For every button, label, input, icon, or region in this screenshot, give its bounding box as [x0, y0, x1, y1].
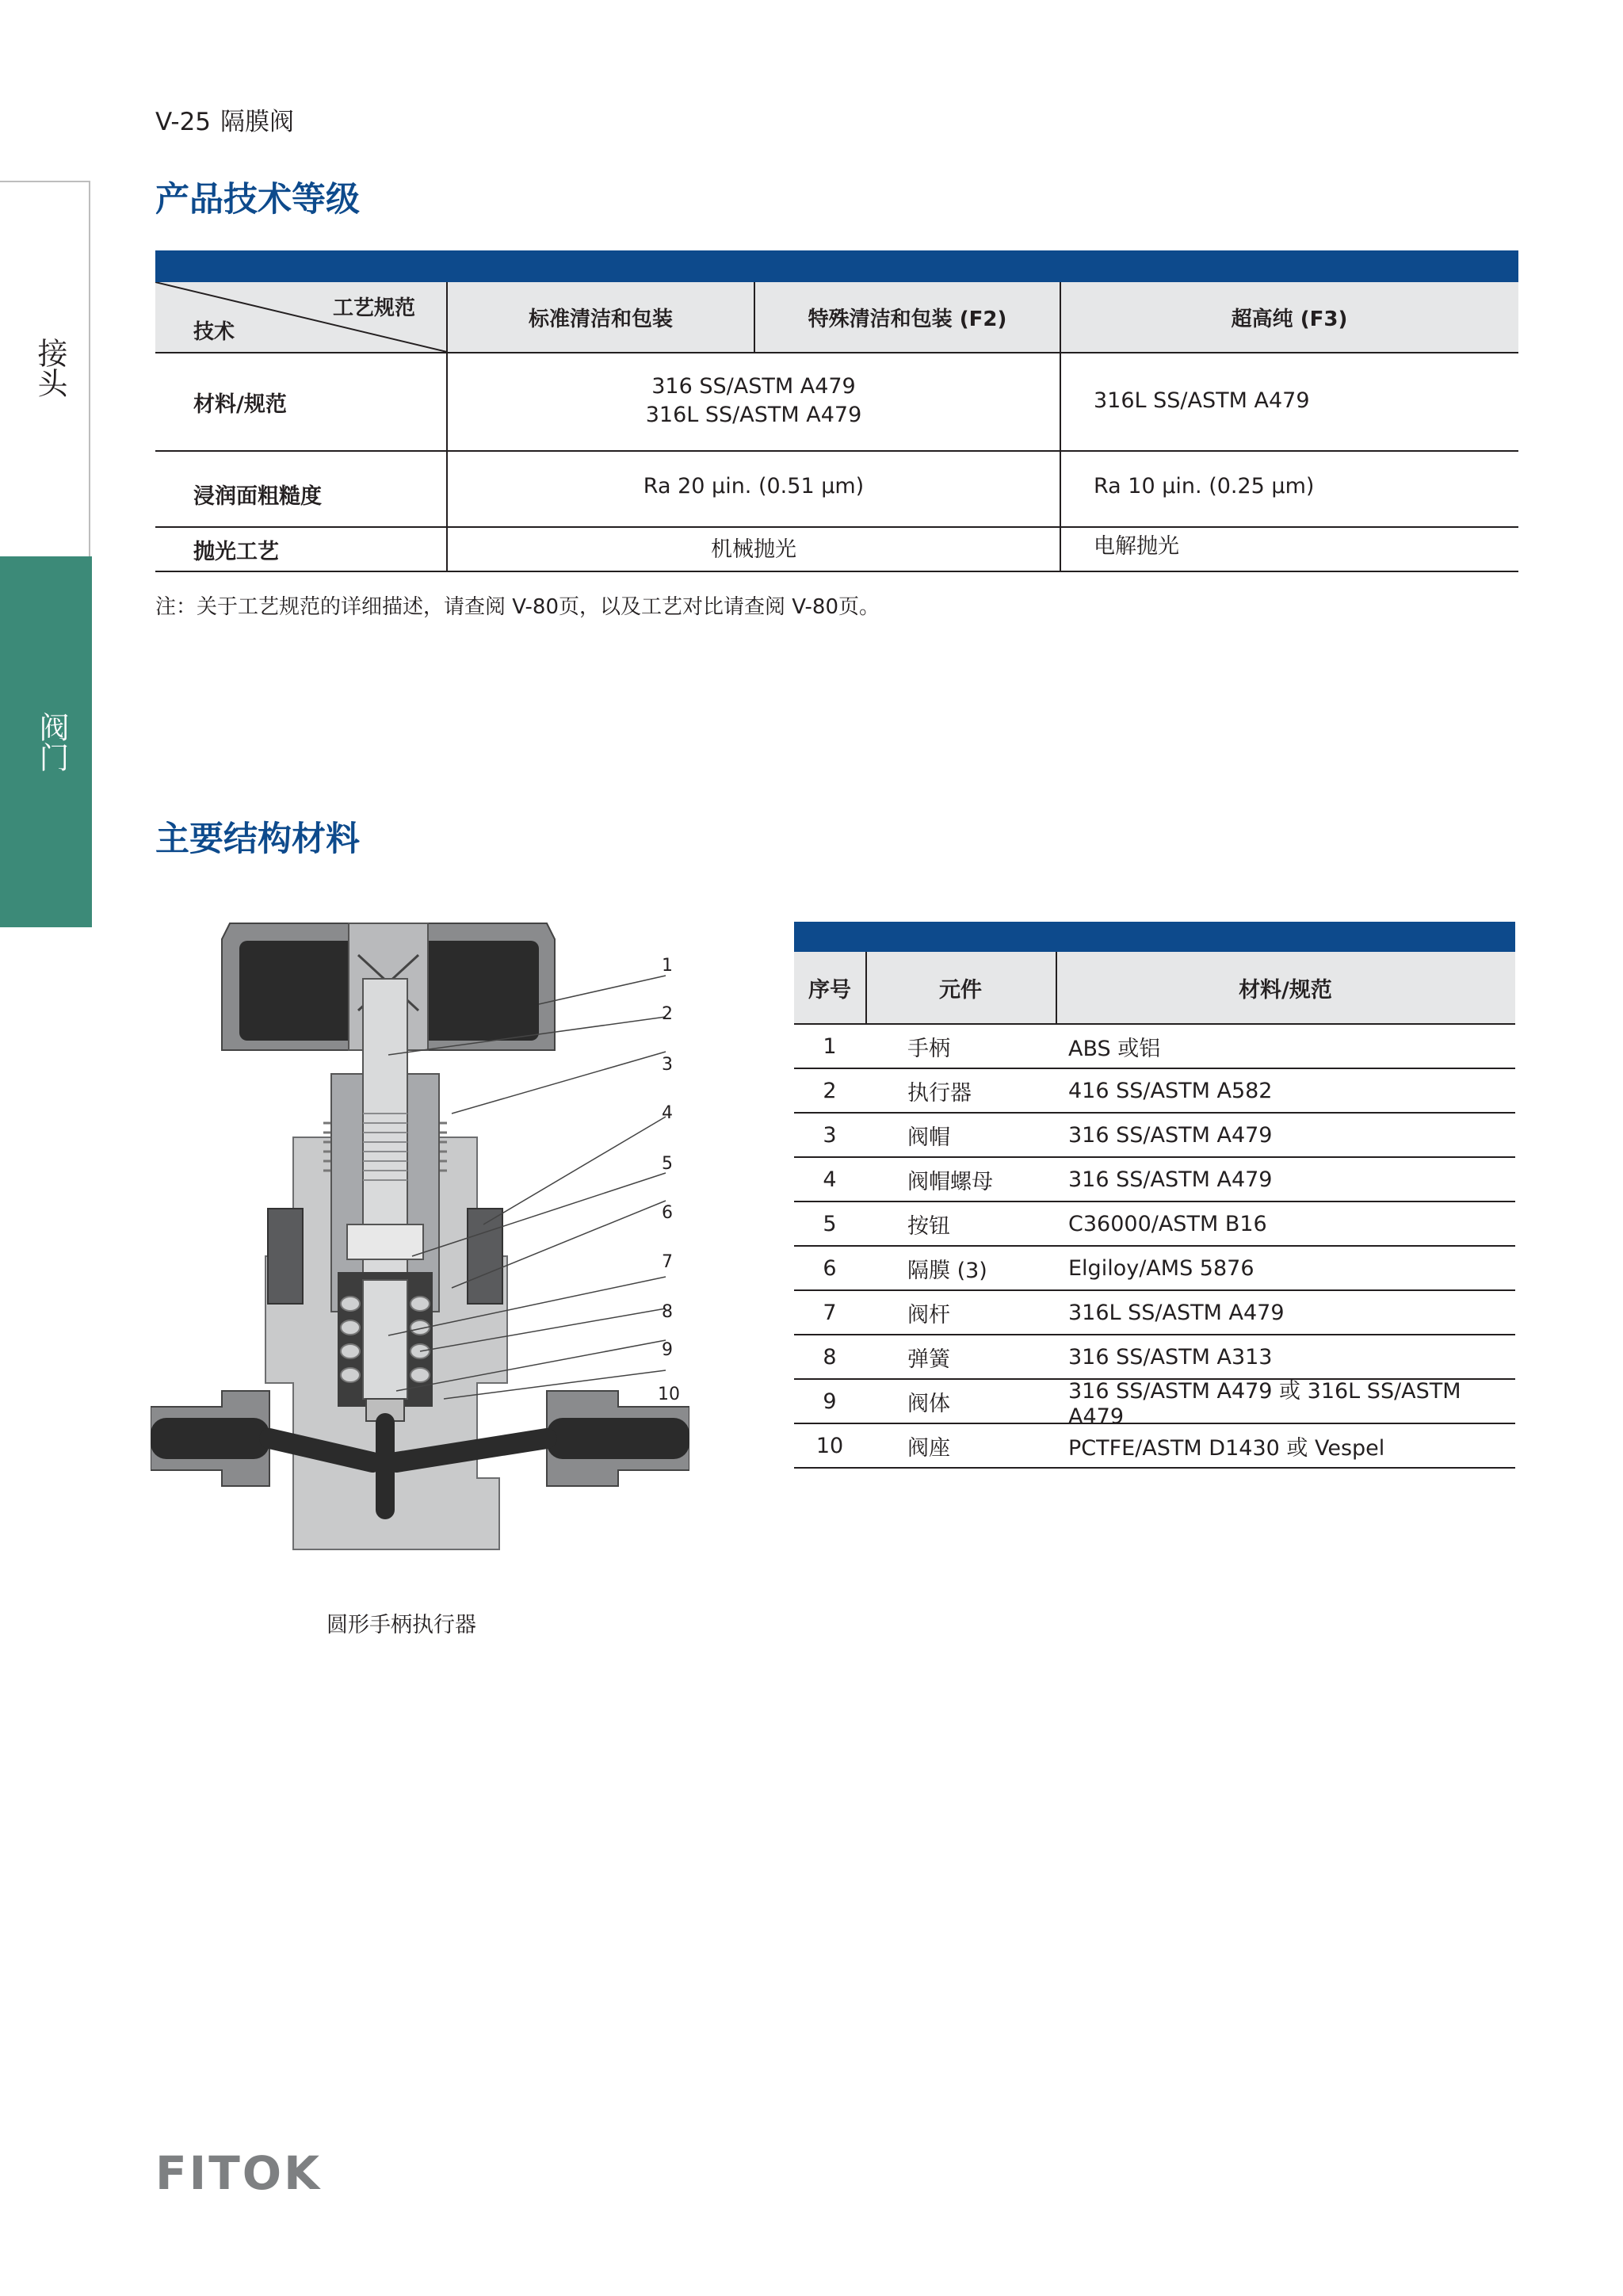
- col-header-part: 元件: [939, 977, 982, 1003]
- page-code: V-25: [155, 108, 212, 136]
- side-tab-valves-label: 阀门: [34, 712, 69, 772]
- row-material: PCTFE/ASTM D1430 或 Vespel: [1068, 1435, 1385, 1461]
- row-label-roughness: 浸润面粗糙度: [193, 484, 322, 509]
- row-no: 6: [823, 1255, 837, 1281]
- row-no: 3: [823, 1122, 837, 1148]
- callout-4: 4: [662, 1103, 673, 1123]
- row-material: 316 SS/ASTM A479: [1068, 1167, 1273, 1192]
- right-tube: [547, 1418, 689, 1459]
- material-uhp-value: 316L SS/ASTM A479: [1094, 388, 1310, 413]
- table-row: [794, 1025, 1515, 1069]
- table-row: [794, 1114, 1515, 1158]
- table-row: [794, 1158, 1515, 1202]
- roughness-uhp-value: Ra 10 µin. (0.25 µm): [1094, 474, 1315, 499]
- corner-label-process: 工艺规范: [333, 296, 416, 320]
- row-material: 316 SS/ASTM A479: [1068, 1122, 1273, 1148]
- table-row: [794, 1424, 1515, 1469]
- row-no: 4: [823, 1167, 837, 1192]
- table-row: [155, 528, 1518, 572]
- page-header: [155, 101, 294, 137]
- row-material: 316 SS/ASTM A313: [1068, 1344, 1273, 1370]
- row-no: 9: [823, 1389, 837, 1414]
- actuator-stem: [363, 979, 407, 1312]
- table-row: [794, 1379, 1515, 1429]
- row-part: 阀座: [907, 1435, 950, 1461]
- side-tab-fittings[interactable]: [0, 181, 90, 556]
- material-standard-value: 316 SS/ASTM A479 316L SS/ASTM A479: [645, 374, 862, 427]
- row-part: 手柄: [907, 1036, 950, 1061]
- table-header-bar: [155, 250, 1518, 282]
- callout-2: 2: [662, 1004, 673, 1024]
- polishing-uhp-value: 电解抛光: [1094, 534, 1179, 559]
- col-header-special: 特殊清洁和包装 (F2): [808, 307, 1007, 331]
- row-part: 按钮: [907, 1213, 950, 1239]
- row-part: 执行器: [907, 1080, 972, 1106]
- materials-table-header: [794, 952, 1515, 1025]
- grade-table-header: [155, 282, 1518, 353]
- callout-7: 7: [662, 1252, 673, 1272]
- grade-table-note: 注：关于工艺规范的详细描述，请查阅 V-80页，以及工艺对比请查阅 V-80页。: [155, 595, 880, 619]
- row-material: ABS 或铝: [1068, 1036, 1161, 1061]
- col-header-standard: 标准清洁和包装: [528, 307, 673, 331]
- row-material: C36000/ASTM B16: [1068, 1211, 1267, 1236]
- bonnet-nut-left: [268, 1209, 303, 1304]
- row-part: 阀帽: [907, 1125, 950, 1150]
- polishing-standard-value: 机械抛光: [711, 537, 796, 562]
- col-header-no: 序号: [808, 977, 851, 1003]
- valve-cutaway-illustration: [151, 907, 689, 1565]
- row-label-material: 材料/规范: [193, 392, 287, 417]
- row-part: 阀帽螺母: [907, 1169, 993, 1194]
- row-part: 阀杆: [907, 1302, 950, 1328]
- grade-table: [155, 250, 1518, 572]
- page-header-title: 隔膜阀: [220, 108, 295, 136]
- row-label-polishing: 抛光工艺: [193, 540, 279, 564]
- table-header-bar: [794, 922, 1515, 952]
- table-row: [155, 353, 1518, 452]
- callout-5: 5: [662, 1154, 673, 1174]
- side-tab-fittings-label: 接头: [32, 338, 67, 398]
- table-row: [155, 452, 1518, 528]
- col-header-uhp: 超高纯 (F3): [1231, 307, 1348, 331]
- row-part: 弹簧: [907, 1347, 950, 1372]
- figure-caption: 圆形手柄执行器: [327, 1613, 476, 1637]
- row-no: 8: [823, 1344, 837, 1370]
- row-no: 7: [823, 1300, 837, 1325]
- callout-10: 10: [658, 1385, 680, 1404]
- row-no: 10: [815, 1433, 844, 1458]
- left-tube: [151, 1418, 269, 1459]
- fitok-logo: FITOK: [155, 2146, 323, 2200]
- callout-9: 9: [662, 1340, 673, 1360]
- section-title-materials: 主要结构材料: [155, 819, 360, 859]
- row-no: 2: [823, 1078, 837, 1103]
- side-tab-valves[interactable]: [0, 556, 92, 927]
- valve-stem: [363, 1280, 407, 1399]
- materials-table: [794, 922, 1515, 1469]
- roughness-standard-value: Ra 20 µin. (0.51 µm): [643, 474, 865, 499]
- row-no: 5: [823, 1211, 837, 1236]
- row-part: 隔膜 (3): [907, 1258, 987, 1283]
- row-material: Elgiloy/AMS 5876: [1068, 1255, 1254, 1281]
- row-material: 316 SS/ASTM A479 或 316L SS/ASTM A479: [1068, 1379, 1461, 1429]
- callout-6: 6: [662, 1203, 673, 1223]
- col-header-material: 材料/规范: [1239, 977, 1332, 1003]
- table-row: [794, 1069, 1515, 1114]
- row-part: 阀体: [907, 1391, 950, 1416]
- table-row: [794, 1202, 1515, 1247]
- row-material: 416 SS/ASTM A582: [1068, 1078, 1273, 1103]
- row-material: 316L SS/ASTM A479: [1068, 1300, 1285, 1325]
- button-part: [347, 1224, 423, 1259]
- corner-label-tech: 技术: [193, 320, 235, 344]
- table-row: [794, 1247, 1515, 1291]
- table-row: [794, 1291, 1515, 1335]
- callout-1: 1: [662, 956, 673, 976]
- callout-numbers: [658, 956, 680, 1404]
- callout-8: 8: [662, 1302, 673, 1322]
- section-title-grades: 产品技术等级: [155, 180, 360, 220]
- callout-3: 3: [662, 1055, 673, 1075]
- row-no: 1: [823, 1033, 837, 1059]
